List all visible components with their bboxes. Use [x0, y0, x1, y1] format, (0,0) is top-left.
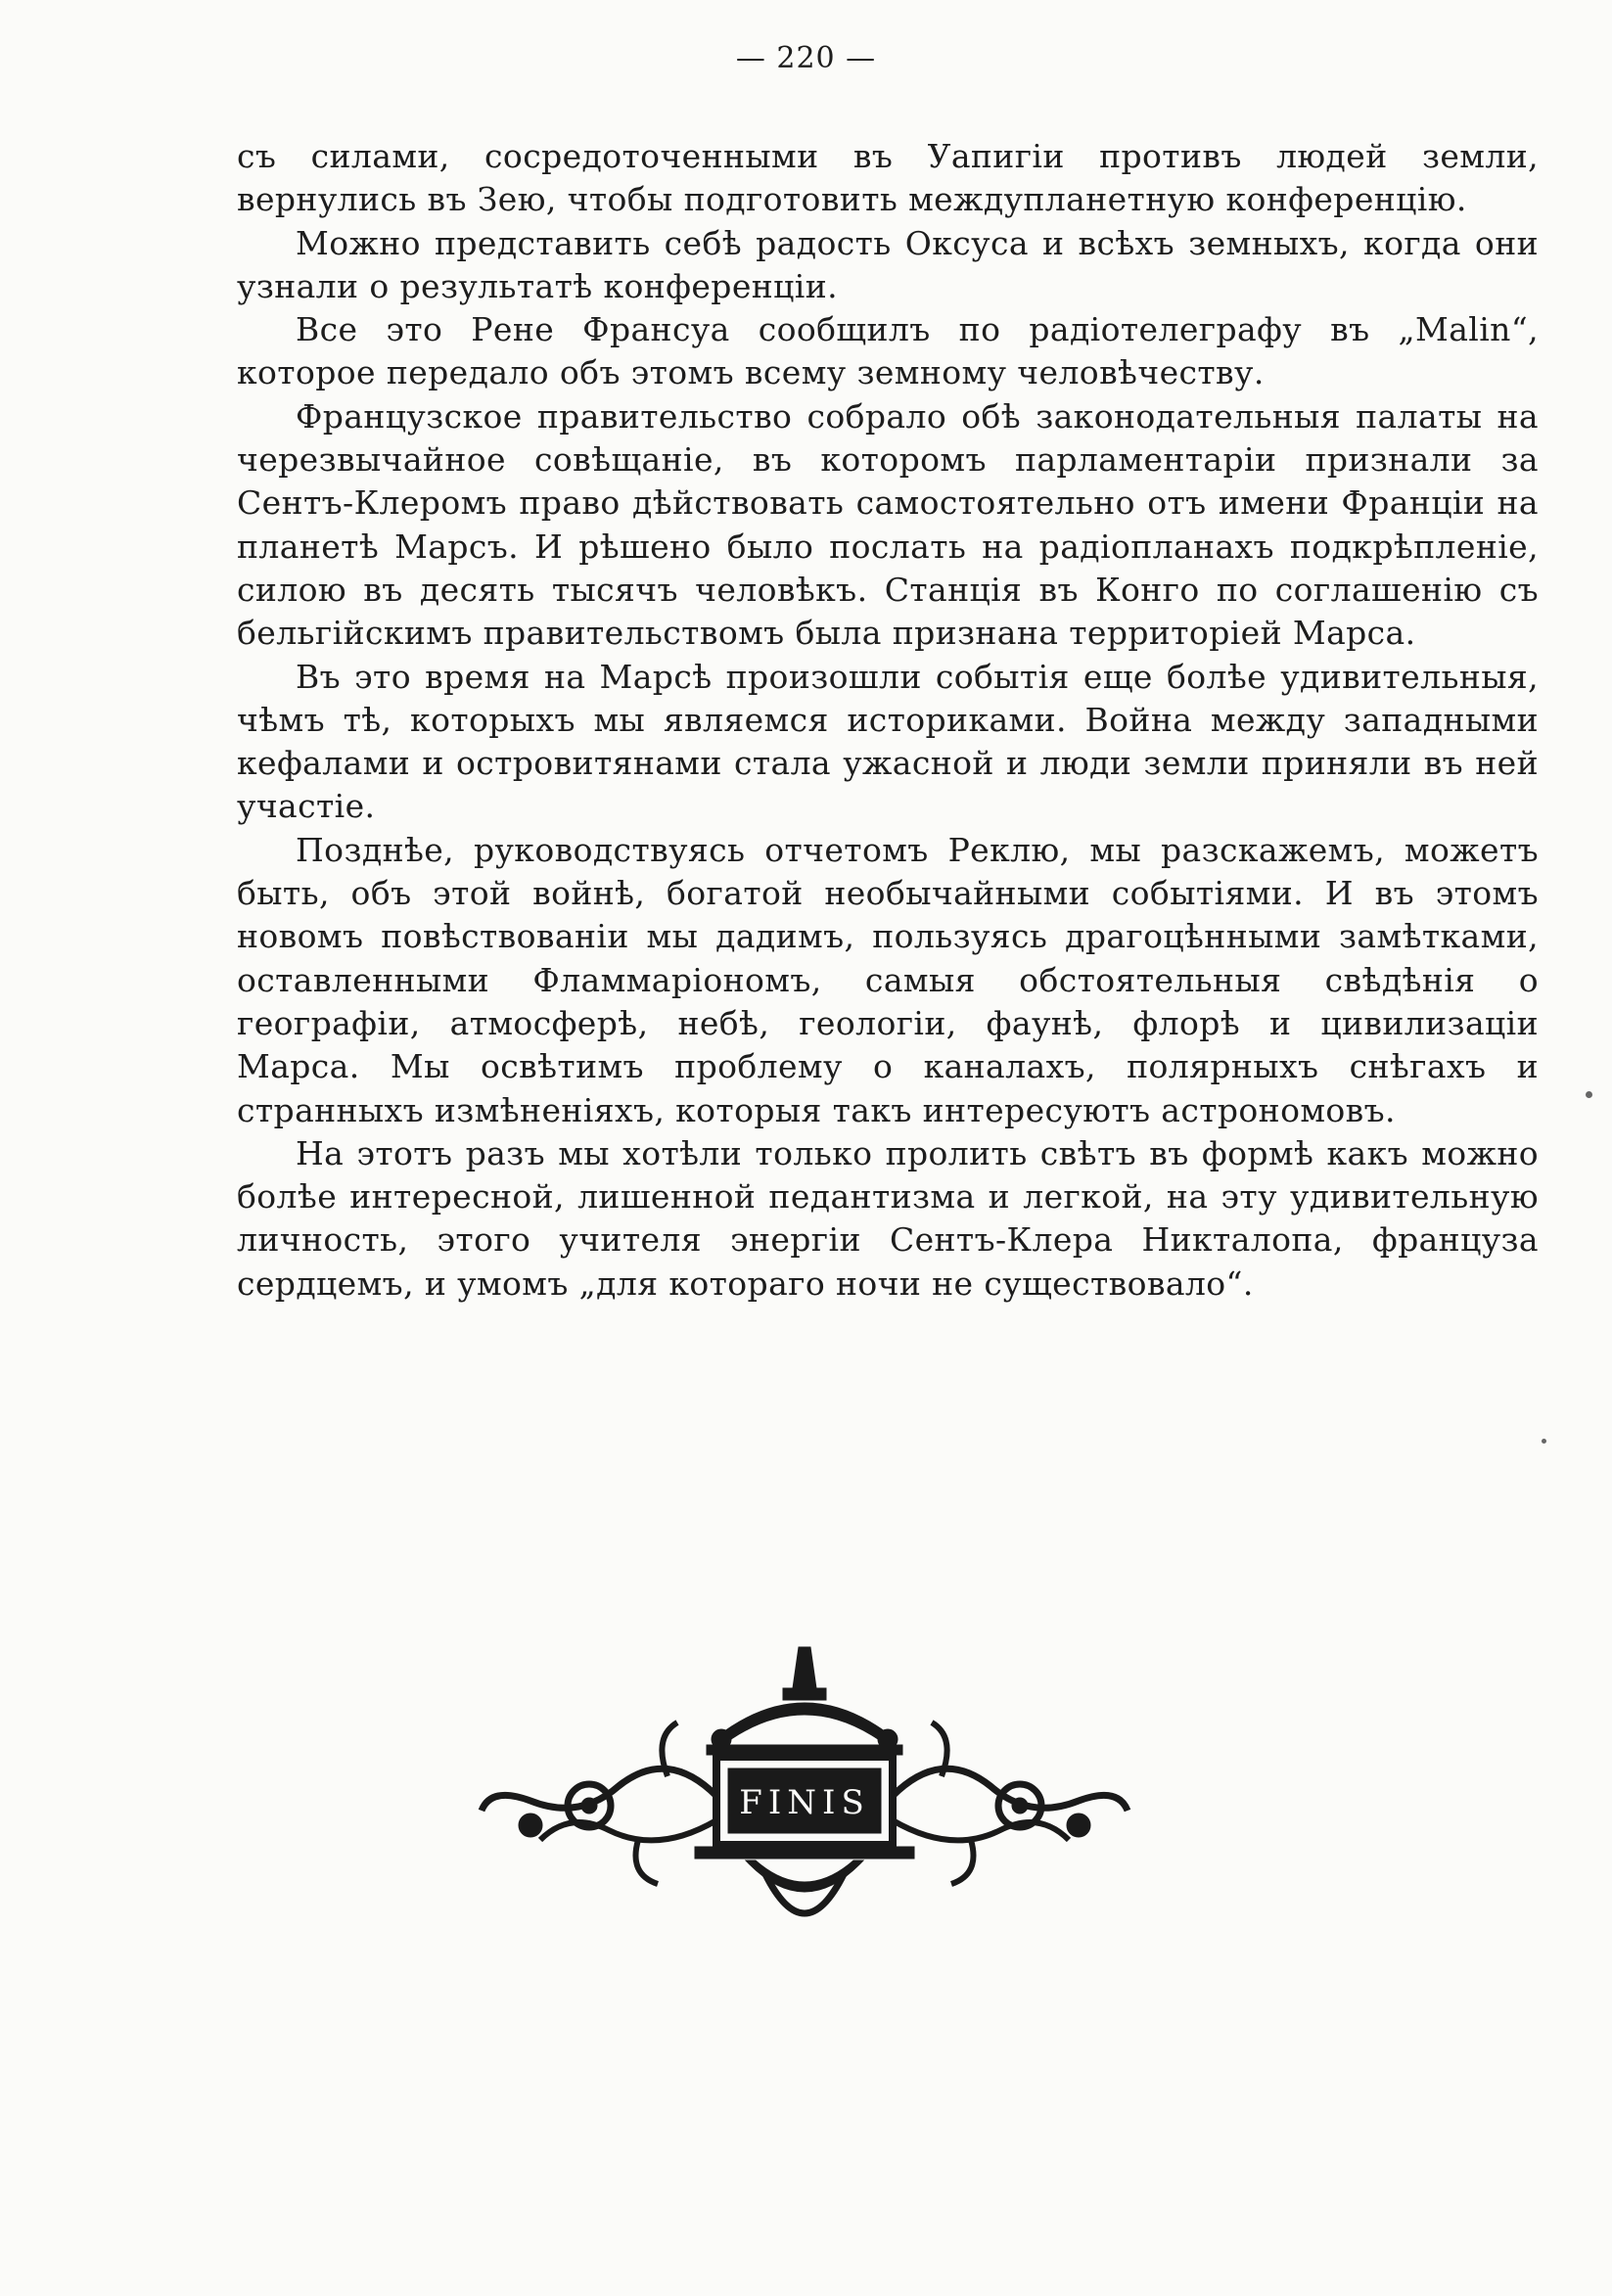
paragraph: На этотъ разъ мы хотѣли только пролить свѣтъ въ формѣ какъ можно болѣе интересной, лишенной педантизма и легкой, на эту удивительную личность, этого учителя энергіи Сентъ-Клера Никталопа, француза сердцемъ, и умомъ „для котораго ночи не существовало“.	[237, 1133, 1539, 1303]
svg-text:FINIS: FINIS	[739, 1783, 870, 1822]
body-text	[237, 135, 1539, 1306]
paragraph-continuation: съ силами, сосредоточенными въ Уапигіи противъ людей земли, вернулись въ Зею, чтобы подготовить междупланетную конференцію.	[237, 137, 1539, 219]
paper-speck	[1542, 1439, 1546, 1444]
paragraph: Позднѣе, руководствуясь отчетомъ Реклю, мы разскажемъ, можетъ быть, объ этой войнѣ, богатой необычайными событіями. И въ этомъ новомъ повѣствованіи мы дадимъ, пользуясь драгоцѣнными замѣтками, оставленными Фламмаріономъ, самыя обстоятельныя свѣдѣнія о географіи, атмосферѣ, небѣ, геологіи, фаунѣ, флорѣ и цивилизаціи Марса. Мы освѣтимъ проблему о каналахъ, полярныхъ снѣгахъ и странныхъ измѣненіяхъ, которыя такъ интересуютъ астрономовъ.	[237, 830, 1539, 1129]
paper-speck	[1586, 1091, 1592, 1098]
finis-ornament-icon	[472, 1630, 1137, 1923]
page-number: — 220 —	[735, 41, 877, 75]
paragraph: Французское правительство собрало обѣ законодательныя палаты на черезвычайное совѣщаніе, въ которомъ парламентаріи признали за Сентъ-Клеромъ право дѣйствовать самостоятельно отъ имени Франціи на планетѣ Марсъ. И рѣшено было послать на радіопланахъ подкрѣпленіе, силою въ десять тысячъ человѣкъ. Станція въ Конго по соглашенію съ бельгійскимъ правительствомъ была признана территоріей Марса.	[237, 396, 1539, 653]
paragraph: Можно представить себѣ радость Оксуса и всѣхъ земныхъ, когда они узнали о результатѣ конференціи.	[237, 223, 1539, 305]
paragraph: Все это Рене Франсуа сообщилъ по радіотелеграфу въ „Malin“, которое передало объ этомъ всему земному человѣчеству.	[237, 310, 1539, 392]
paragraph: Въ это время на Марсѣ произошли событія еще болѣе удивительныя, чѣмъ тѣ, которыхъ мы являемся историками. Война между западными кефалами и островитянами стала ужасной и люди земли приняли въ ней участіе.	[237, 657, 1539, 826]
